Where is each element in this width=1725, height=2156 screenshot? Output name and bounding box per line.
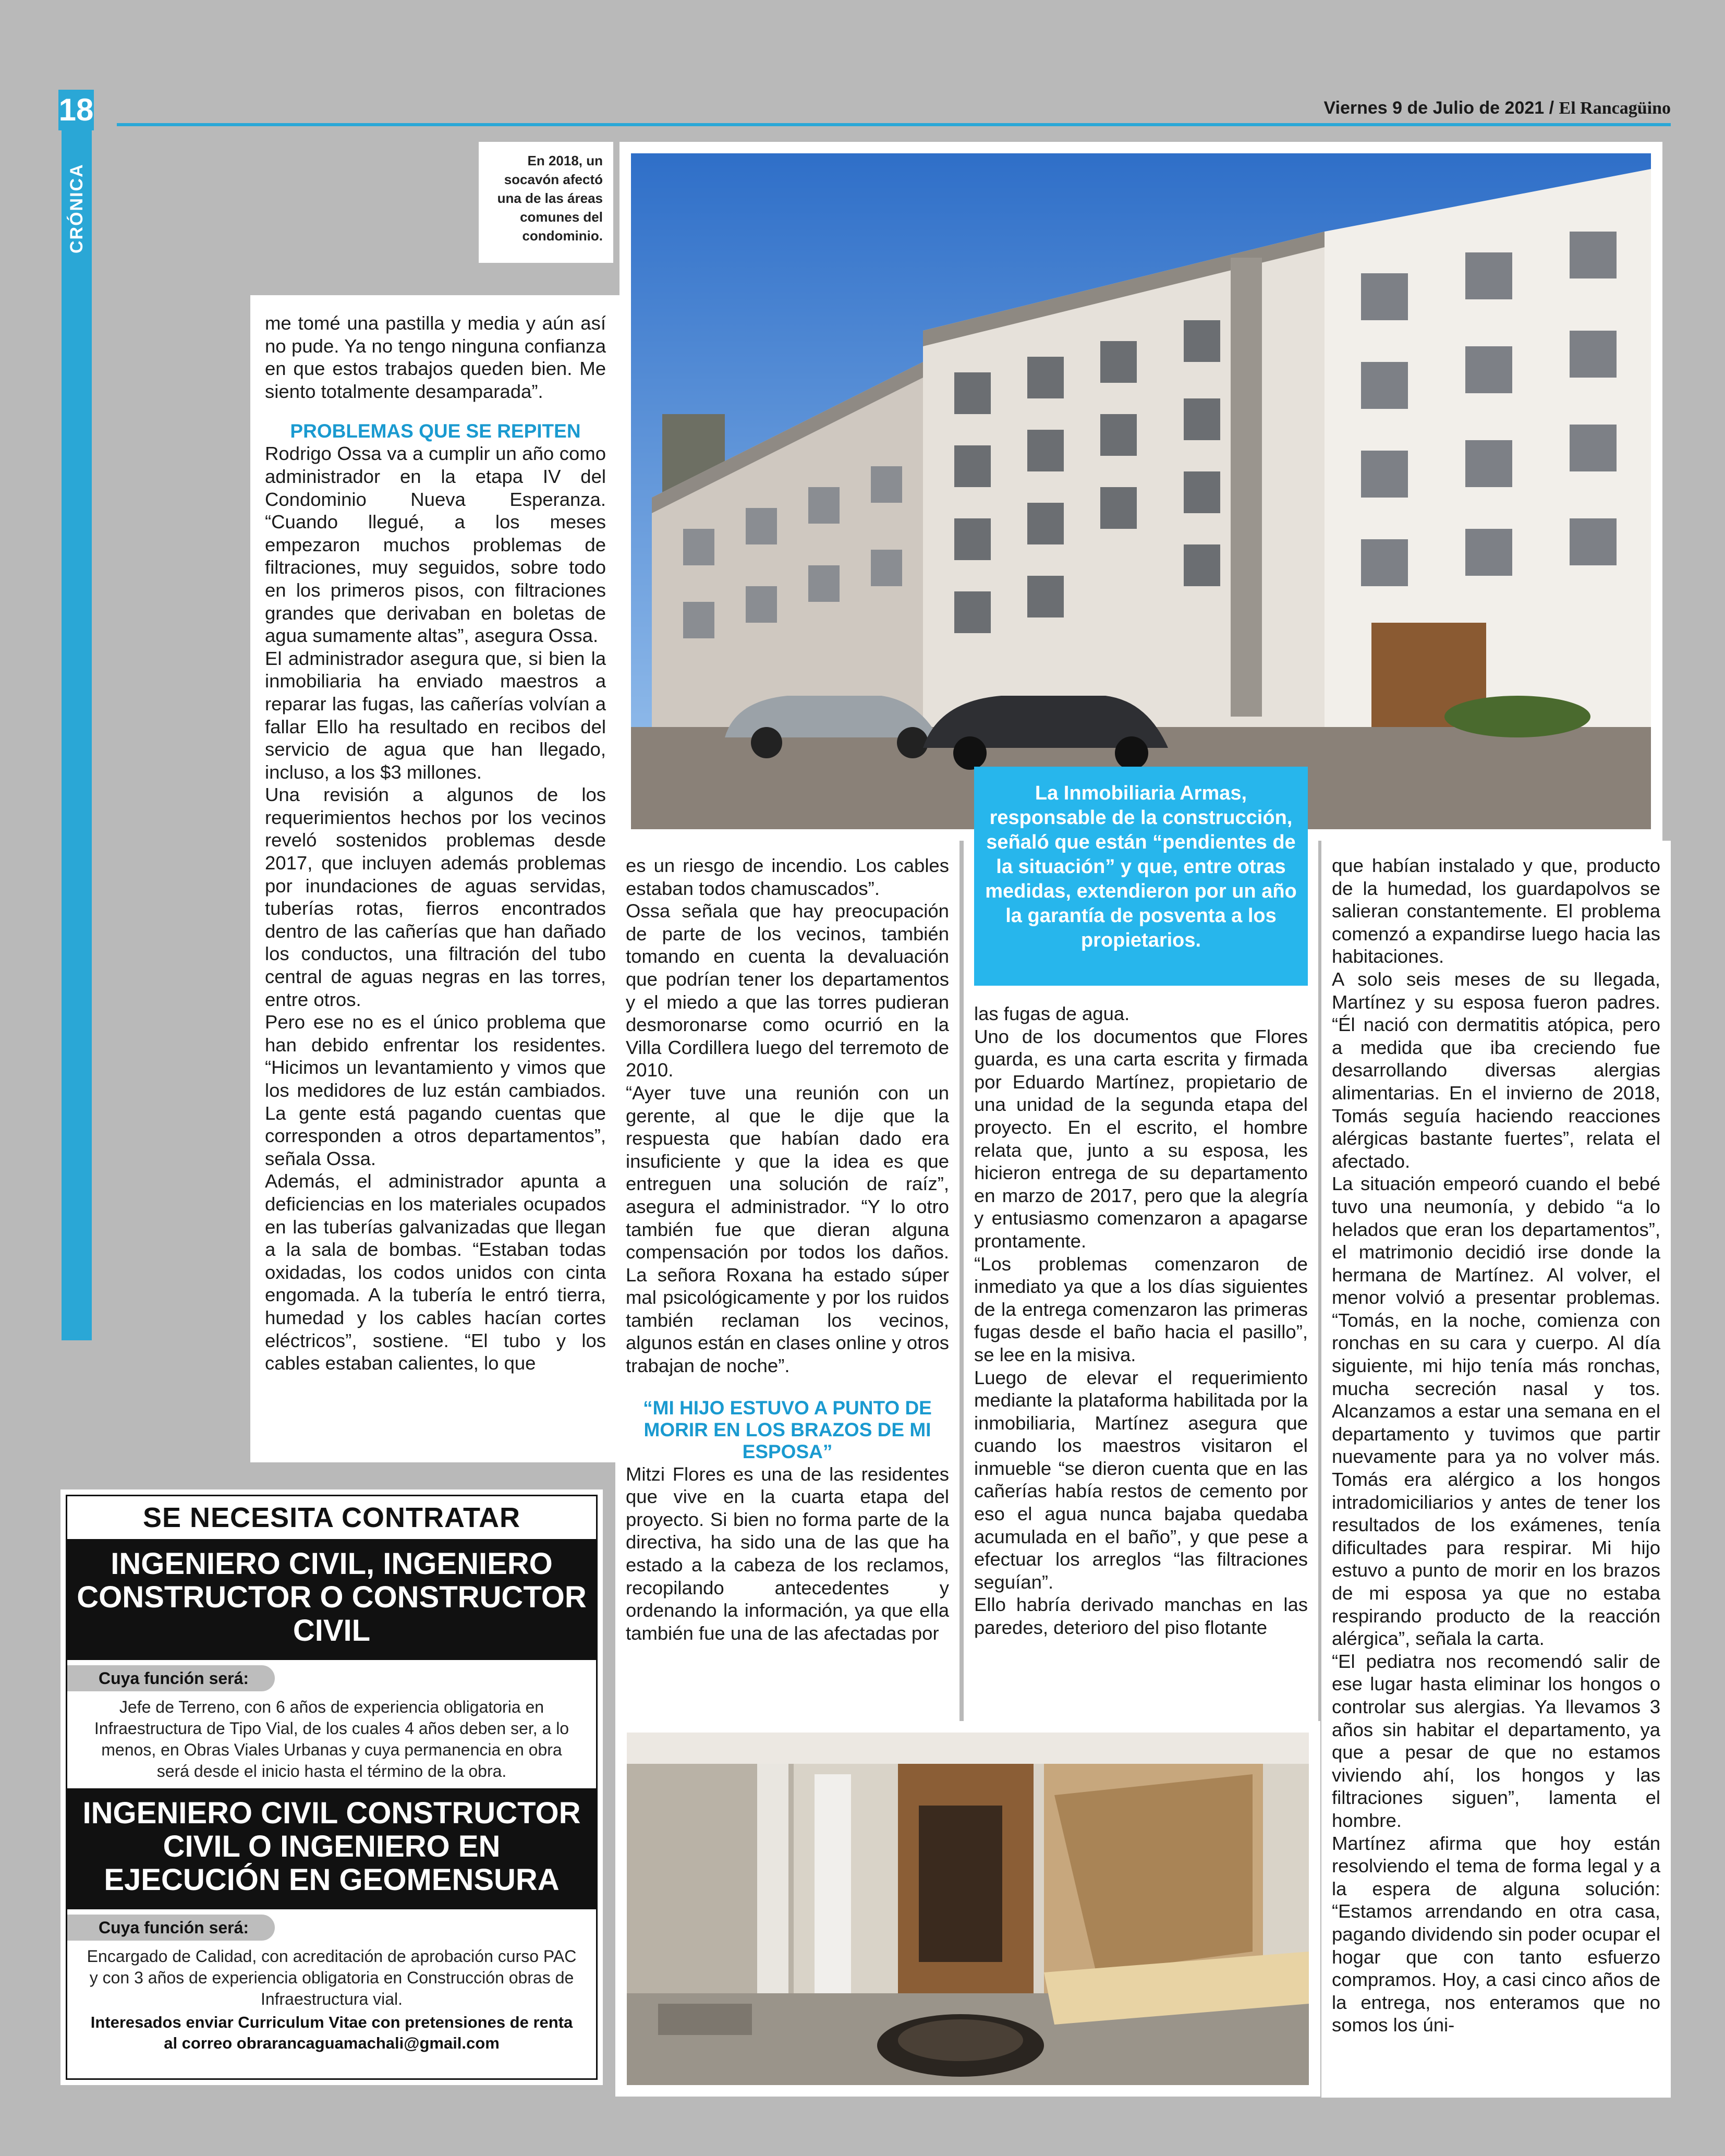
damage-photo [615,1721,1320,2097]
ad-function-label: Cuya función será: [67,1915,275,1941]
ad-job-title-1: INGENIERO CIVIL, INGENIERO CONSTRUCTOR O CONSTRUCTOR CIVIL [67,1539,596,1660]
article-column-4 [1321,841,1671,2098]
subheading: “MI HIJO ESTUVO A PUNTO DE MORIR EN LOS BRAZOS DE MI ESPOSA” [643,1397,932,1462]
pull-quote: La Inmobiliaria Armas, responsable de la construcción, señaló que están “pendientes de la situación” y que, entre otras medidas, extendieron por un año la garantía de posventa a los propietarios. [974,767,1308,986]
newspaper-name: El Rancagüino [1559,99,1671,118]
paragraph: Martínez afirma que hoy están resolviendo el tema de forma legal y a la espera de alguna solución: “Estamos arrendando en otra casa, pagando dividendo sin poder ocupar el hogar que con tanto esfuerzo compramos. Hoy, a casi cinco años de la entrega, nos enteramos que no somos los úni- [1332,1832,1660,2036]
paragraph: me tomé una pastilla y media y aún así no pude. Ya no tengo ninguna confianza en que estos trabajos queden bien. Me siento totalmente desamparada”. [265,312,606,402]
paragraph: La situación empeoró cuando el bebé tuvo una neumonía, y debido “a lo helados que eran los departamentos”, el matrimonio decidió irse donde la hermana de Martínez. Al volver, el menor volvió a presentar problemas. “Tomás, en la noche, comienza con ronchas en su cara y cuerpo. Al día siguiente, mi hijo tenía más ronchas, mucha secreción nasal y tos. Alcanzamos a estar una semana en el departamento y tuvimos que partir nuevamente para ya no volver más. Tomás era alérgico a los hongos intradomiciliarios y antes de tener los resultados de los exámenes, tenía dificultades para respirar. Mi hijo estuvo a punto de morir en los brazos de mi esposa ya que no estaba respirando producto de la reacción alérgica”, señala la carta. [1332,1173,1660,1650]
paragraph: A solo seis meses de su llegada, Martínez y su esposa fueron padres. “Él nació con dermatitis atópica, pero a medida que iba creciendo fue desarrollando diversas alergias alimentarias. En el invierno de 2018, Tomás seguía haciendo reacciones alérgicas bastante fuertes”, relata el afectado. [1332,968,1660,1172]
paragraph: Mitzi Flores es una de las residentes que vive en la cuarta etapa del proyecto. Si bien no forma parte de la directiva, ha sido una de las que ha estado a la cabeza de los reclamos, recopilando antecedentes y ordenando la información, ya que ella también fue una de las afectadas por [626,1463,949,1644]
dateline-separator: / [1549,98,1554,118]
header-rule [117,123,1671,126]
job-advertisement [60,1489,603,2085]
ad-function-label: Cuya función será: [67,1665,275,1691]
paragraph: Ossa señala que hay preocupación de parte de los vecinos, también tomando en cuenta la devaluación que podrían tener los departamentos y el miedo a que las torres pudieran desmoronarse como ocurrió en la Villa Cordillera luego del terremoto de 2010. [626,900,949,1081]
ad-job-description-2: Encargado de Calidad, con acreditación de aprobación curso PAC y con 3 años de experiencia obligatoria en Construcción obras de Infraestructura vial. [87,1947,577,2008]
section-label: CRÓNICA [67,163,87,254]
paragraph: es un riesgo de incendio. Los cables estaban todos chamuscados”. [626,855,949,899]
paragraph: Una revisión a algunos de los requerimientos hechos por los vecinos reveló sostenidos problemas desde 2017, que incluyen además problemas por inundaciones de aguas servidas, tuberías rotas, fierros encontrados dentro de las cañerías que han dañado los conductos, una filtración del tubo central de aguas negras en las torres, entre otros. [265,784,606,1010]
section-bar [62,130,92,1340]
damaged-pipes-photo [627,1733,1309,2085]
apartment-buildings-photo [631,153,1651,829]
paragraph: las fugas de agua. [974,1003,1130,1024]
issue-date: Viernes 9 de Julio de 2021 [1323,98,1545,118]
paragraph: Ello habría derivado manchas en las paredes, deterioro del piso flotante [974,1594,1308,1639]
ad-job-title-2: INGENIERO CIVIL CONSTRUCTOR CIVIL O INGENIERO EN EJECUCIÓN EN GEOMENSURA [67,1788,596,1909]
paragraph: “Los problemas comenzaron de inmediato ya que a los días siguientes de la entrega comenzaron las primeras fugas desde el baño hacia el pasillo”, se lee en la misiva. [974,1253,1308,1365]
main-photo [619,142,1662,841]
paragraph: “Ayer tuve una reunión con un gerente, al que le dije que la respuesta que habían dado era insuficiente y que la idea es que entreguen una solución de raíz”, asegura el administrador. “Y lo otro también fue que dieran alguna compensación por todos los daños. La señora Roxana ha estado súper mal psicológicamente y por los ruidos también reclaman los vecinos, algunos están en clases online y otros trabajan de noche”. [626,1082,949,1377]
photo-caption: En 2018, un socavón afectó una de las áreas comunes del condominio. [479,142,613,263]
paragraph: que habían instalado y que, producto de la humedad, los guardapolvos se salieran constantemente. El problema comenzó a expandirse luego hacia las habitaciones. [1332,855,1660,967]
paragraph: “El pediatra nos recomendó salir de ese lugar hasta eliminar los hongos o controlar sus alergias. Ya llevamos 3 años sin habitar el departamento, ya que a pesar de que no estamos viviendo ahí, los hongos y las filtraciones siguen”, lamenta el hombre. [1332,1650,1660,1831]
article-column-1 [250,295,621,1462]
ad-header: SE NECESITA CONTRATAR [67,1496,596,1539]
paragraph: Luego de elevar el requerimiento mediante la plataforma habilitada por la inmobiliaria, Martínez asegura que cuando los maestros visitaron el inmueble “se dieron cuenta que en las cañerías había restos de cemento por eso el agua nunca bajaba quedaba acumulada en el baño”, y que pese a efectuar los arreglos “las filtraciones seguían”. [974,1366,1308,1593]
subheading: PROBLEMAS QUE SE REPITEN [290,420,581,442]
ad-contact: Interesados enviar Curriculum Vitae con pretensiones de renta al correo obrarancaguamachali@gmail.com [90,2013,573,2052]
paragraph: Uno de los documentos que Flores guarda, es una carta escrita y firmada por Eduardo Martínez, propietario de una unidad de la segunda etapa del proyecto. En el escrito, el hombre relata que, junto a su esposa, les hicieron entrega de su departamento en marzo de 2017, pero que la alegría y entusiasmo comenzaron a apagarse prontamente. [974,1025,1308,1252]
paragraph: Pero ese no es el único problema que han debido enfrentar los residentes. “Hicimos un levantamiento y vimos que los medidores de luz están cambiados. La gente está pagando cuentas que corresponden a otros departamentos”, señala Ossa. [265,1011,606,1169]
paragraph: Rodrigo Ossa va a cumplir un año como administrador en la etapa IV del Condominio Nueva Esperanza. “Cuando llegué, a los meses empezaron muchos problemas de filtraciones, muy seguidos, sobre todo en los primeros pisos, con filtraciones grandes que derivaban en boletas de agua sumamente altas”, asegura Ossa. [265,443,606,647]
page-number: 18 [58,90,94,130]
ad-job-description-1: Jefe de Terreno, con 6 años de experiencia obligatoria en Infraestructura de Tipo Vial, de los cuales 4 años deben ser, a lo menos, en Obras Viales Urbanas y cuya permanencia en obra será desde el inicio hasta el término de la obra. [94,1698,569,1780]
dateline [1043,98,1671,121]
paragraph: Además, el administrador apunta a deficiencias en los materiales ocupados en las tuberías galvanizadas que llegan a la sala de bombas. “Estaban todas oxidadas, los codos unidos con cinta engomada. A la tubería le entró tierra, humedad y los cables hacían cortes eléctricos”, sostiene. “El tubo y los cables estaban calientes, lo que [265,1170,606,1374]
paragraph: El administrador asegura que, si bien la inmobiliaria ha enviado maestros a reparar las fugas, las cañerías volvían a fallar Ello ha resultado en recibos del servicio de agua que han llegado, incluso, a los $3 millones. [265,647,606,783]
